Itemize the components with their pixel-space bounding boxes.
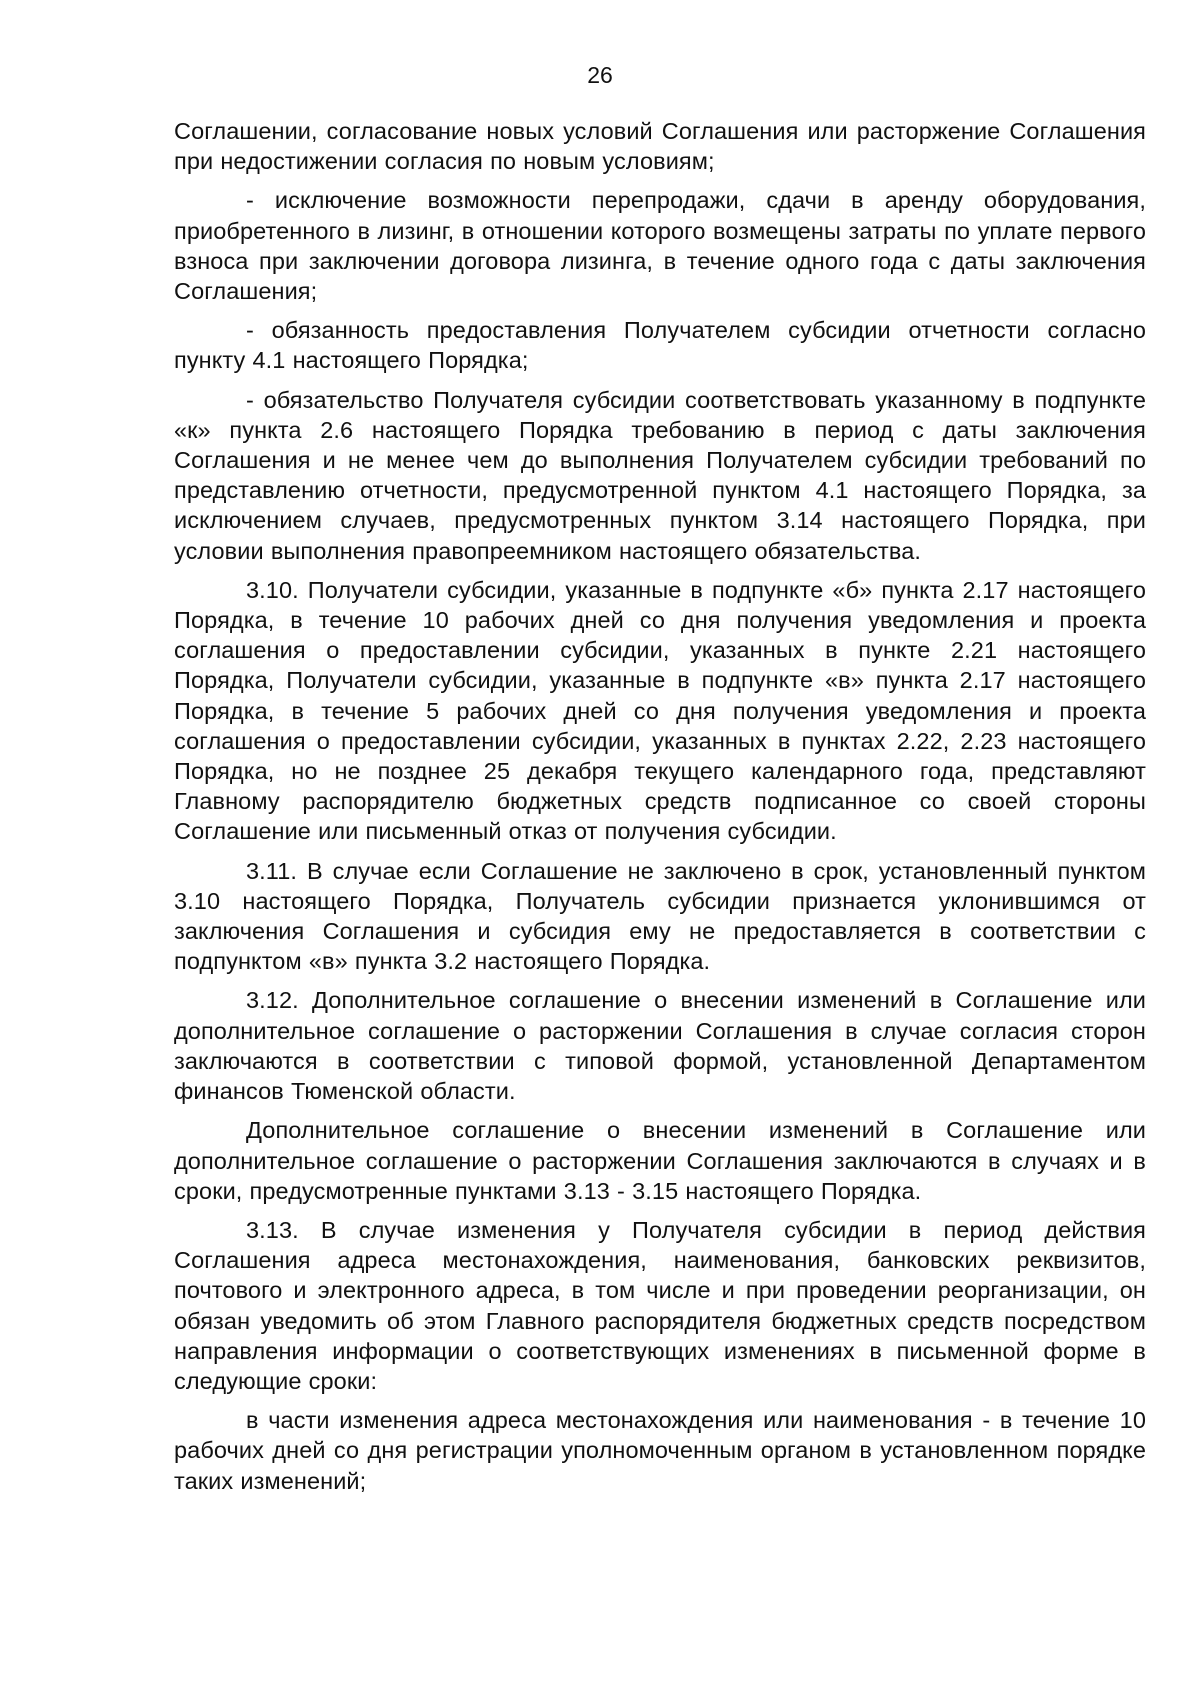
paragraph-compliance-obligation: - обязательство Получателя субсидии соответствовать указанному в подпункте «к» пункта 2.6 настоящего Порядка требованию в период с даты заключения Соглашения и не менее чем до выполнения Получателем субсидии требований по представлению отчетности, предусмотренной пунктом 4.1 настоящего Порядка, за исключением случаев, предусмотренных пунктом 3.14 настоящего Порядка, при условии выполнения правопреемником настоящего обязательства. <box>174 386 1146 564</box>
document-body <box>174 116 1146 1505</box>
paragraph-address-change-deadline: в части изменения адреса местонахождения или наименования - в течение 10 рабочих дней со дня регистрации уполномоченным органом в установленном порядке таких изменений; <box>174 1407 1146 1494</box>
paragraph-3-11: 3.11. В случае если Соглашение не заключено в срок, установленный пунктом 3.10 настоящего Порядка, Получатель субсидии признается уклонившимся от заключения Соглашения и субсидия ему не предоставляется в соответствии с подпунктом «в» пункта 3.2 настоящего Порядка. <box>174 857 1146 975</box>
paragraph-resale-exclusion: - исключение возможности перепродажи, сдачи в аренду оборудования, приобретенного в лизинг, в отношении которого возмещены затраты по уплате первого взноса при заключении договора лизинга, в течение одного года с даты заключения Соглашения; <box>174 187 1146 305</box>
paragraph-3-10: 3.10. Получатели субсидии, указанные в подпункте «б» пункта 2.17 настоящего Порядка, в течение 10 рабочих дней со дня получения уведомления и проекта соглашения о предоставлении субсидии, указанных в пункте 2.21 настоящего Порядка, Получатели субсидии, указанные в подпункте «в» пункта 2.17 настоящего Порядка, в течение 5 рабочих дней со дня получения уведомления и проекта соглашения о предоставлении субсидии, указанных в пунктах 2.22, 2.23 настоящего Порядка, но не позднее 25 декабря текущего календарного года, представляют Главному распорядителю бюджетных средств подписанное со своей стороны Соглашение или письменный отказ от получения субсидии. <box>174 576 1146 845</box>
paragraph-reporting-duty: - обязанность предоставления Получателем субсидии отчетности согласно пункту 4.1 настоящего Порядка; <box>174 317 1146 374</box>
paragraph-3-13: 3.13. В случае изменения у Получателя субсидии в период действия Соглашения адреса местонахождения, наименования, банковских реквизитов, почтового и электронного адреса, в том числе и при проведении реорганизации, он обязан уведомить об этом Главного распорядителя бюджетных средств посредством направления информации о соответствующих изменениях в письменной форме в следующие сроки: <box>174 1216 1146 1394</box>
paragraph-3-12: 3.12. Дополнительное соглашение о внесении изменений в Соглашение или дополнительное соглашение о расторжении Соглашения в случае согласия сторон заключаются в соответствии с типовой формой, установленной Департаментом финансов Тюменской области. <box>174 987 1146 1105</box>
page-number: 26 <box>587 62 613 88</box>
paragraph-continuation: Соглашении, согласование новых условий Соглашения или расторжение Соглашения при недостижении согласия по новым условиям; <box>174 118 1146 175</box>
paragraph-additional-agreement: Дополнительное соглашение о внесении изменений в Соглашение или дополнительное соглашение о расторжении Соглашения заключаются в случаях и в сроки, предусмотренные пунктами 3.13 - 3.15 настоящего Порядка. <box>174 1117 1146 1204</box>
